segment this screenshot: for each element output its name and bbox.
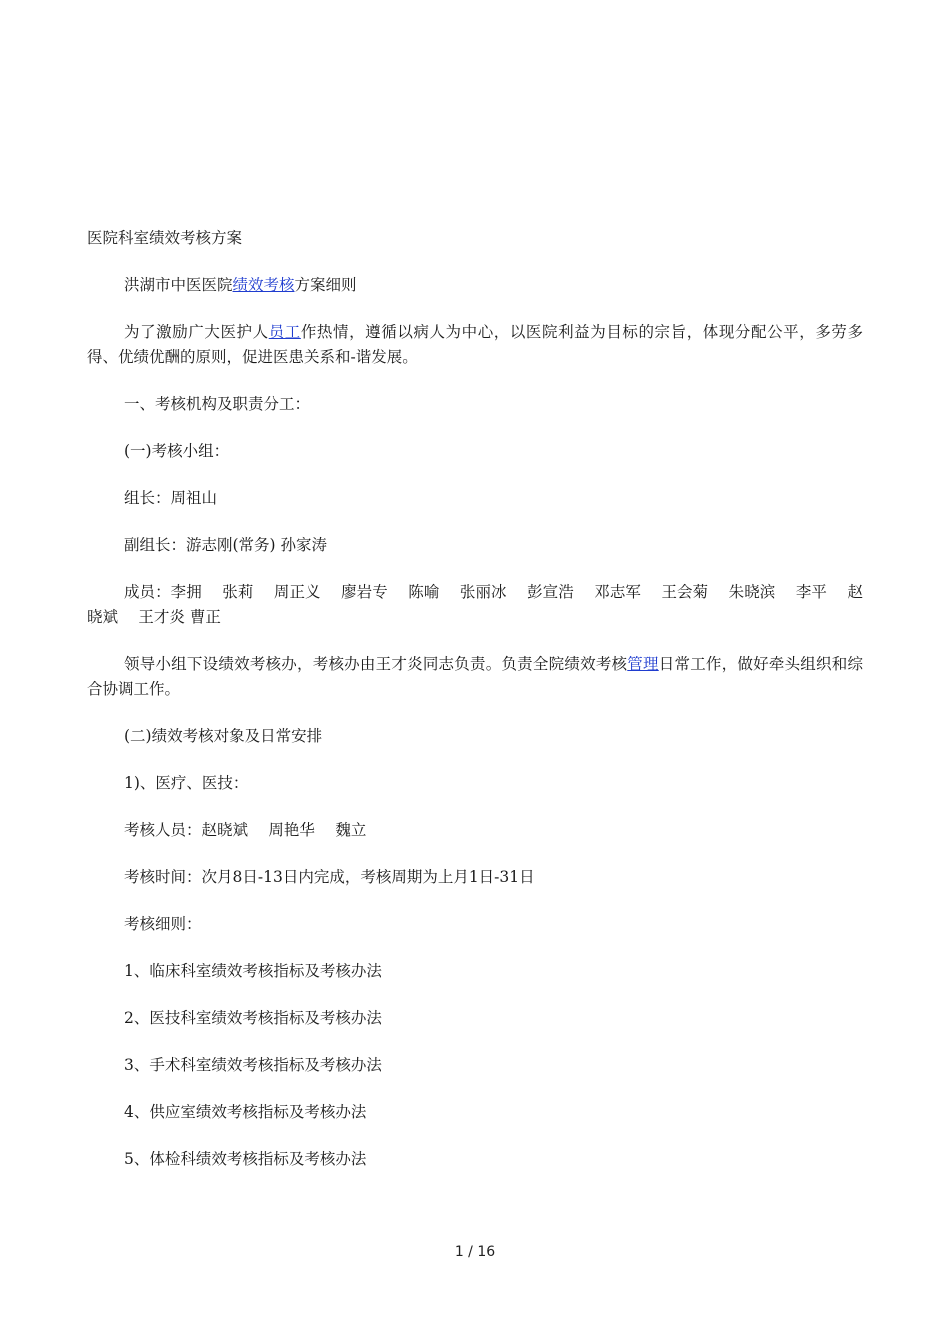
rule-item: 3、手术科室绩效考核指标及考核办法 xyxy=(124,1056,382,1074)
intro-text-pre: 为了激励广大医护人 xyxy=(124,323,269,341)
section2-heading: (二)绩效考核对象及日常安排 xyxy=(124,727,323,745)
vice-leader-line: 副组长：游志刚(常务) 孙家涛 xyxy=(124,536,328,554)
schedule-line: 考核时间：次月8日-13日内完成，考核周期为上月1日-31日 xyxy=(124,868,535,886)
leader-line: 组长：周祖山 xyxy=(124,489,218,507)
office-paragraph xyxy=(87,652,863,702)
intro-paragraph xyxy=(87,320,863,370)
assessors-line: 考核人员：赵晓斌 周艳华 魏立 xyxy=(124,821,367,839)
rule-item: 2、医技科室绩效考核指标及考核办法 xyxy=(124,1009,382,1027)
rule-item: 1、临床科室绩效考核指标及考核办法 xyxy=(124,962,382,980)
section1-heading: 一、考核机构及职责分工： xyxy=(124,395,311,413)
subtitle-text-post: 方案细则 xyxy=(294,276,357,294)
link-performance-assessment[interactable]: 绩效考核 xyxy=(232,276,295,294)
group-heading: (一)考核小组： xyxy=(124,442,230,460)
document-body xyxy=(87,226,863,1194)
link-management[interactable]: 管理 xyxy=(627,655,659,673)
page-number: 1 / 16 xyxy=(454,1244,496,1260)
rule-item: 4、供应室绩效考核指标及考核办法 xyxy=(124,1103,367,1121)
members-line: 成员：李拥 张莉 周正义 廖岩专 陈喻 张丽冰 彭宣浩 邓志军 王会菊 朱晓滨 李平 赵晓斌 王才炎 曹正 xyxy=(87,583,863,626)
subtitle-text-pre: 洪湖市中医医院 xyxy=(124,276,233,294)
document-subtitle xyxy=(87,273,863,298)
intro-text-post: 作热情，遵循以病人为中心，以医院利益为目标的宗旨，体现分配公平，多劳多得、优绩优酬的原则，促进医患关系和-谐发展。 xyxy=(87,323,863,366)
rule-item: 5、体检科绩效考核指标及考核办法 xyxy=(124,1150,367,1168)
link-staff[interactable]: 员工 xyxy=(268,323,301,341)
document-title: 医院科室绩效考核方案 xyxy=(87,229,243,247)
office-text-post: 日常工作，做好牵头组织和综合协调工作。 xyxy=(87,655,863,698)
item1-heading: 1)、医疗、医技： xyxy=(124,774,249,792)
office-text-pre: 领导小组下设绩效考核办，考核办由王才炎同志负责。负责全院绩效考核 xyxy=(124,655,628,673)
details-heading: 考核细则： xyxy=(124,915,202,933)
